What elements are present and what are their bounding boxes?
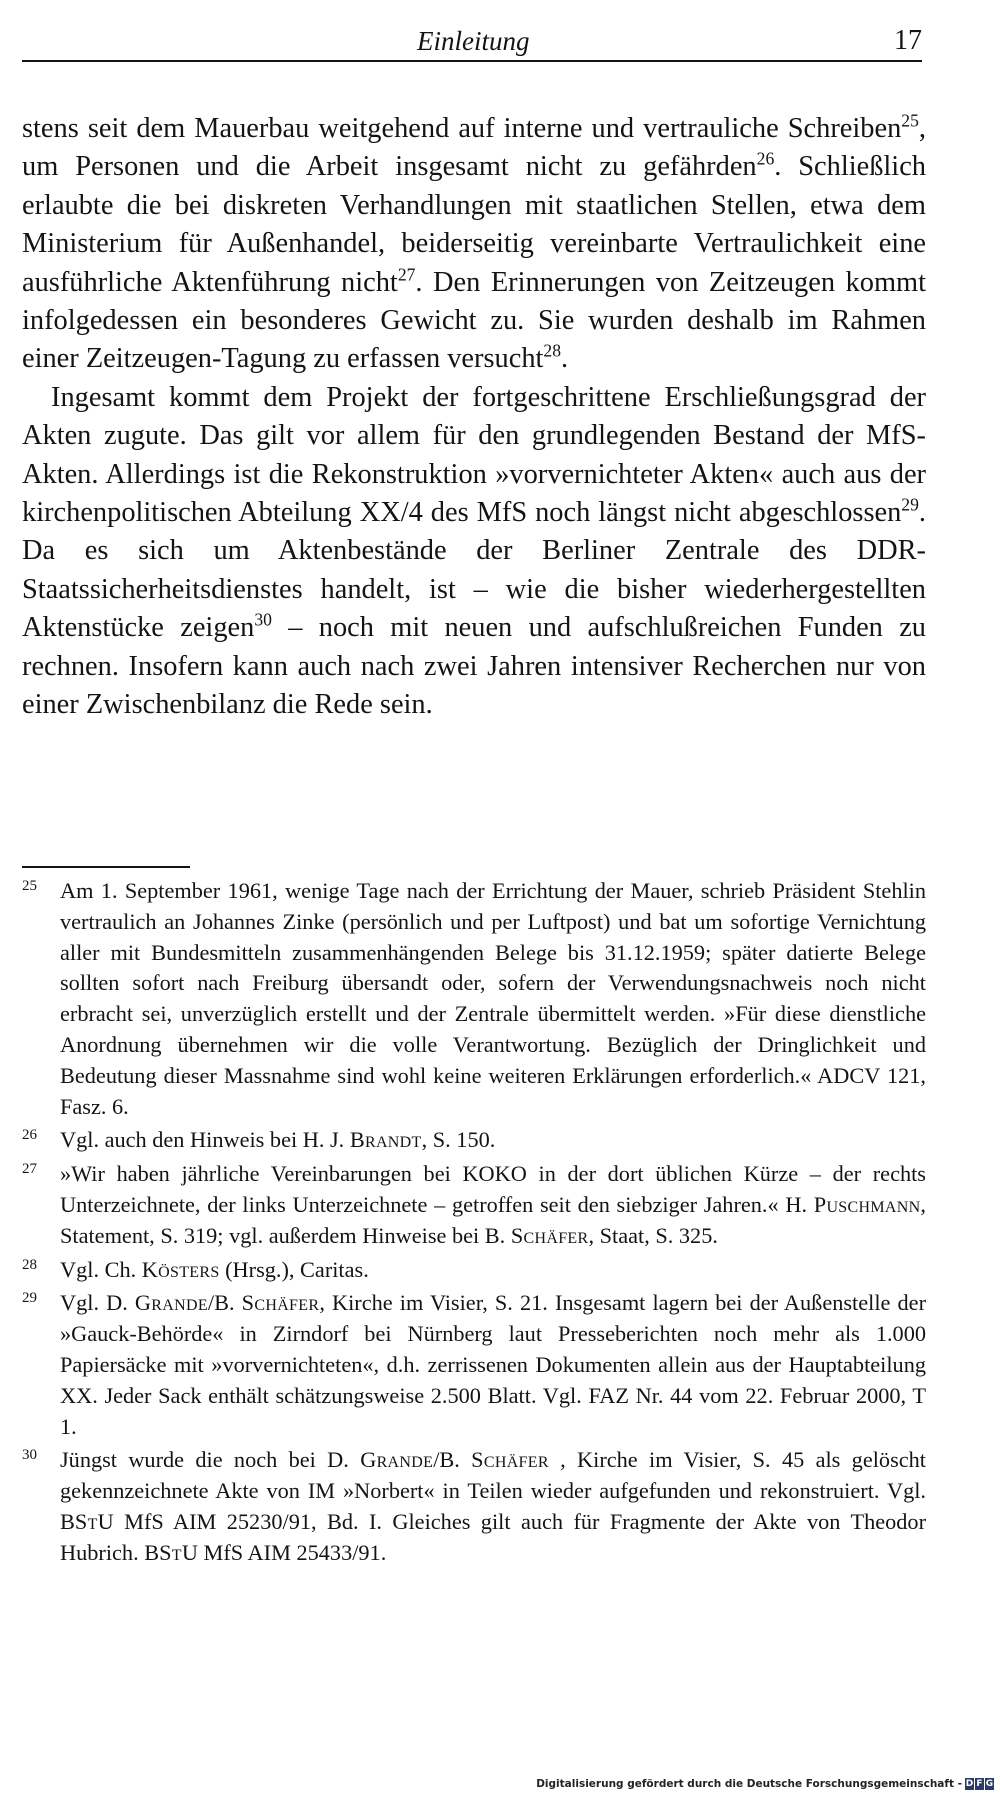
header-rule <box>22 60 922 62</box>
footnote-number: 30 <box>22 1447 37 1464</box>
footnote-reference: 26 <box>756 148 775 169</box>
footnote <box>22 1445 926 1568</box>
footnote-separator <box>22 866 190 868</box>
body-paragraph <box>22 379 926 725</box>
text-run: (Hrsg.), Caritas. <box>219 1256 369 1282</box>
dfg-logo-letter: F <box>976 1779 983 1789</box>
page-number: 17 <box>894 25 922 56</box>
author-name: Grande <box>134 1290 208 1316</box>
footnote <box>22 1255 926 1286</box>
author-name: Puschmann <box>813 1191 921 1217</box>
footnote-reference: 25 <box>901 110 919 131</box>
text-run: , Kirche im Visier, S. 21. Insgesamt lagern bei der Außenstelle der »Gauck-Behörde« in Zirndorf bei Nürnberg laut Presseberichten noch mehr als 1.000 Papiersäcke mit »vorvernichteten«, d.h. zerrissenen Dokumenten allein aus der Hauptabteilung XX. Jeder Sack enthält schätzungsweise 2.500 Blatt. Vgl. FAZ Nr. 44 vom 22. Februar 2000, T 1. <box>60 1290 927 1439</box>
author-name: St <box>74 1508 98 1534</box>
text-run: /B. <box>433 1447 472 1473</box>
footnote <box>22 1288 926 1442</box>
text-run: stens seit dem Mauerbau weitgehend auf interne und vertrauliche Schreiben <box>22 113 902 144</box>
footnote-reference: 29 <box>901 494 919 515</box>
text-run: Ingesamt kommt dem Projekt der fortgeschrittene Erschließungsgrad der Akten zugute. Das gilt vor allem für den grundlegenden Bestand der MfS-Akten. Allerdings ist die Rekonstruktion »vorvernichteter Akten« auch aus der kirchenpolitischen Abteilung XX/4 des MfS noch längst nicht abgeschlossen <box>22 381 926 529</box>
running-header <box>22 22 922 62</box>
dfg-logo-letter: G <box>985 1779 994 1789</box>
credit-text: Digitalisierung gefördert durch die Deutsche Forschungsgemeinschaft - <box>536 1778 962 1790</box>
text-run: , S. 150. <box>421 1127 496 1153</box>
footnote-reference: 27 <box>397 264 416 285</box>
footnote-reference: 28 <box>543 340 562 361</box>
author-name: Schäfer <box>471 1447 549 1473</box>
running-title: Einleitung <box>417 26 530 56</box>
text-run: Am 1. September 1961, wenige Tage nach der Errichtung der Mauer, schrieb Präsident Stehlin vertraulich an Johannes Zinke (persönlich und per Luftpost) und bat um sofortige Vernichtung aller mit Bundesmitteln zusammenhängenden Belege bis 31.12.1959; später datierte Belege sollten sofort nach Freiburg übersandt oder, sofern der Verwendungsnachweis noch nicht erbracht sei, unverzüglich erstellt und der Zentrale übermittelt werden. »Für diese dienstliche Anordnung übernehmen wir die volle Verantwortung. Bezüglich der Dringlichkeit und Bedeutung dieser Massnahme sind wohl keine weiteren Erklärungen erforderlich.« ADCV 121, Fasz. 6. <box>60 878 926 1119</box>
text-run: . <box>561 343 569 375</box>
text-run: . Schließlich erlaubte die bei diskreten Verhandlungen mit staatlichen Stellen, etwa dem Ministerium für Außenhandel, beiderseitig vereinbarte Vertraulichkeit eine ausführliche Aktenführung nicht <box>22 151 926 298</box>
footnotes <box>22 876 926 1572</box>
author-name: Grande <box>360 1447 434 1473</box>
footnote <box>22 876 926 1122</box>
text-run: . Den Erinnerungen von Zeitzeugen kommt infolgedessen ein besonderes Gewicht zu. Sie wurden deshalb im Rahmen einer Zeitzeugen-Tagung zu erfassen versucht <box>22 266 926 375</box>
footnote <box>22 1159 926 1251</box>
text-run: , Kirche im Visier, S. 45 als gelöscht gekennzeichnete Akte von IM »Norbert« in Teilen wieder aufgefunden und rekonstruiert. Vgl. B <box>60 1447 926 1534</box>
text-run: Vgl. auch den Hinweis bei H. J. <box>60 1127 350 1153</box>
text-run: . Da es sich um Aktenbestände der Berliner Zentrale des DDR-Staatssicherheitsdienstes handelt, ist – wie die bisher wiederhergestellten Aktenstücke zeigen <box>22 497 926 644</box>
author-name: Kösters <box>141 1256 220 1282</box>
footnote-number: 25 <box>22 878 37 894</box>
dfg-logo-letter: D <box>965 1779 974 1789</box>
footnote-reference: 30 <box>254 609 272 630</box>
text-run: Jüngst wurde die noch bei D. <box>60 1447 361 1473</box>
text-run: U MfS AIM 25230/91, Bd. I. Gleiches gilt auch für Fragmente der Akte von Theodor Hubrich. B <box>60 1508 926 1565</box>
author-name: St <box>159 1539 182 1565</box>
author-name: Brandt <box>349 1127 422 1153</box>
text-run: Vgl. Ch. <box>60 1256 142 1282</box>
footnote-number: 27 <box>22 1161 37 1178</box>
text-run: »Wir haben jährliche Vereinbarungen bei KOKO in der dort üblichen Kürze – der rechts Unterzeichnete, der links Unterzeichnete – getroffen seit den siebziger Jahren.« H. <box>60 1161 926 1217</box>
body-text <box>22 110 926 725</box>
text-run: /B. <box>207 1290 242 1316</box>
text-run: , Staat, S. 325. <box>588 1222 718 1248</box>
author-name: Schäfer <box>241 1290 320 1316</box>
text-run: – noch mit neuen und aufschlußreichen Funden zu rechnen. Insofern kann auch nach zwei Jahren intensiver Recherchen nur von einer Zwischenbilanz die Rede sein. <box>22 612 927 721</box>
dfg-logo <box>965 1778 994 1790</box>
body-paragraph <box>22 110 926 379</box>
text-run: U MfS AIM 25433/91. <box>181 1539 387 1565</box>
footnote-number: 28 <box>22 1256 37 1273</box>
footnote-number: 26 <box>22 1127 37 1144</box>
footnote-number: 29 <box>22 1290 37 1307</box>
text-run: , Statement, S. 319; vgl. außerdem Hinweise bei B. <box>60 1191 926 1248</box>
digitization-credit <box>536 1776 994 1792</box>
author-name: Schäfer <box>510 1222 589 1248</box>
footnote <box>22 1125 926 1156</box>
text-run: , um Personen und die Arbeit insgesamt nicht zu gefährden <box>22 113 926 183</box>
text-run: Vgl. D. <box>60 1290 135 1316</box>
